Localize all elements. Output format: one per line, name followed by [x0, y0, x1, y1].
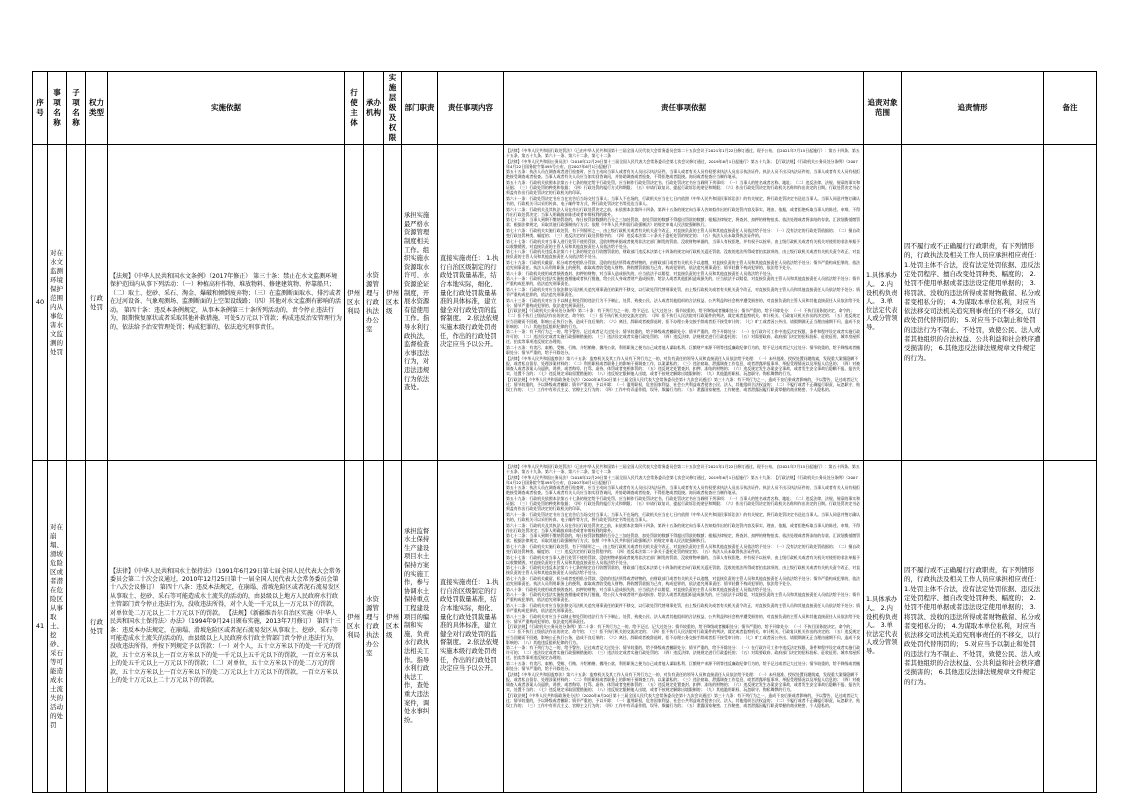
header-resp-content: 责任事项内容	[438, 72, 504, 145]
header-level: 实施层级及权限	[384, 72, 402, 145]
resp-basis-paragraph: 【行政法规】《行政机关公务员处分条例》第二十条：有下列行为之一的，给予记过、记大过处分；情节较重的，给予降级或者撤职处分；情节严重的，给予开除处分：（一）不执行国务院决定、命令的；（二）拒不执行上级依法作出的决定、命令的；（三）拒不执行机关的交流决定的；（四）拒不执行人民法院对行政案件的判决、裁定或者监察机关、审计机关、行政复议机关作出的决定的；（五）违反规定应当回避而不回避，影响公正执行公务，造成不良后果的；（六）离任、辞职或者被辞退时，拒不办理公务交接手续或者拒不接受审计的；（七）旷工或者因公外出、请假期满无正当理由逾期不归，造成不良影响的；（八）其他违反组织纪律的行为。	[506, 308, 861, 329]
resp-basis-paragraph: 【法律】《中华人民共和国监察法》第六十五条：监察机关及其工作人员有下列行为之一的，对负有责任的领导人员和直接责任人员依法给予处理：（一）未经批准、授权处置问题线索，发现重大案情隐瞒不报，或者私自留存、处理涉案材料的；（二）利用职权或者职务上的影响干预调查工作、以案谋私的；（三）违法窃取、泄露调查工作信息，或者泄露举报事项、举报受理情况以及举报人信息的；（四）对被调查人或者涉案人员逼供、诱供，或者侮辱、打骂、虐待、体罚或者变相体罚的；（五）违反规定处置查封、扣押、冻结的财物的；（六）违反规定发生办案安全事故，或者发生安全事故后隐瞒不报、报告失实、处置不当的；（七）违反规定采取留置措施的；（八）违反规定限制他人出境，或者不按规定解除出境限制的；（九）其他滥用职权、玩忽职守、徇私舞弊的行为。	[506, 355, 861, 376]
resp-basis-paragraph: 第八十二条：行政机关对应当依法移交司法机关追究刑事责任的案件不移交，以行政处罚代替刑事处罚，由上级行政机关或者有关机关责令改正，对直接负责的主管人员和其他直接责任人员依法给予处分；情节严重构成犯罪的，依法追究刑事责任。	[506, 286, 861, 298]
resp-basis-paragraph: 第八十条：行政机关使用或者损毁查封、扣押的财物，对当事人造成损失的，应当依法予以赔偿，对直接负责的主管人员和其他直接责任人员依法给予处分。	[506, 270, 775, 276]
resp-basis-paragraph: 第二十一条：有下列行为之一的，给予警告、记过或者记大过处分；情节较重的，给予降级或者撤职处分；情节严重的，给予开除处分：（一）在行政许可工作中违反法定权限、条件和程序设定或者实施行政许可的；（二）违法设定或者实施行政强制措施的；（三）违法设定或者实施行政处罚的；（四）违反法律、法规规定进行行政委托的；（五）对需要政府、政府部门决定的招标投标、征收征用、城市房屋拆迁、拍卖等事项违反规定办理的。	[506, 329, 861, 345]
resp-basis-paragraph: 第八十一条：行政机关违法实施检查措施或者执行措施，给公民人身或者财产造成损害、给法人或者其他组织造成损失的，应当依法予以赔偿，对直接负责的主管人员和其他直接责任人员依法给予处分；情节严重构成犯罪的，依法追究刑事责任。	[506, 276, 861, 287]
responsibility-table	[32, 71, 1097, 793]
resp-basis-paragraph: 【行政法规】《中华人民共和国政务处分法》（2020年6月20日第十三届全国人民代表大会常务委员会第十九次会议通过）第三十九条：有下列行为之一，造成不良后果或者影响的，予以警告、记过或者记大过；情节较重的，予以降级或者撤职；情节严重的，予以开除：（一）滥用职权，危害国家利益、社会公共利益或者侵害公民、法人、其他组织合法权益的；（二）不履行或者不正确履行职责，玩忽职守，贻误工作的；（三）工作中有形式主义、官僚主义行为的；（四）工作中有弄虚作假，误导、欺骗行为的；（五）泄露国家秘密、工作秘密，或者泄露因履行职责掌握的商业秘密、个人隐私的。	[506, 692, 861, 708]
row-org: 水资源管理与行政执法办公室	[364, 461, 384, 793]
row-resp-basis	[504, 145, 864, 461]
row-item-name: 对在崩塌、滑坡危险区或者潜在危险区从事取土、挖砂、采石等可能造成水土流失的活动的处罚	[48, 461, 67, 793]
resp-basis-list	[506, 464, 861, 708]
resp-basis-paragraph: 第八十三条：行政机关对应当予以制止和处罚的违法行为不予制止、处罚，致使公民、法人或者其他组织的合法权益、公共利益和社会秩序遭受损害的，对直接负责的主管人员和其他直接责任人员依法给予处分；情节严重构成犯罪的，依法追究刑事责任。	[506, 613, 861, 624]
resp-basis-paragraph: 第七十八条：行政机关违反本法第六十七条的规定自行收缴罚款的，财政部门违反本法第七十四条的规定向行政机关返还罚款、没收的违法所得或者拍卖款项的，由上级行政机关或者有关机关责令改正，对直接负责的主管人员和其他直接责任人员依法给予处分。	[506, 565, 861, 576]
row-power-type: 行政处罚	[86, 145, 108, 461]
resp-basis-paragraph: 第五十五条：执法人员在调查或者进行检查时，应当主动向当事人或者有关人员出示执法证件。当事人或者有关人员有权要求执法人员出示执法证件。执法人员不出示执法证件的，当事人或者有关人员有权拒绝接受调查或者检查。当事人或者有关人员应当如实回答询问，并协助调查或者检查，不得拒绝或者阻挠。询问或者检查应当制作笔录。	[506, 169, 861, 180]
row-situation: 因不履行或不正确履行行政职责，有下列情形的，行政执法及相关工作人员应承担相应责任： 1.处罚主体不合法，没有法定处罚依据、违反法定处罚程序、擅自改变处罚种类、幅度的； 2.处罚不使用单据或者违法设定使用单据的； 3.将罚款、没收的违法所得或者财物截留、私分或者变相私分的； 4.为谋取本单位私利，对应当依法移交司法机关追究刑事责任的不移交，以行政处罚代替刑罚的； 5.对应当予以制止和处罚的违法行为不制止、不处罚，致使公民、法人或者其他组织的合法权益、公共利益和社会秩序遭受损害的； 6.其他违反法律法规规章文件规定的行为。	[902, 145, 1044, 461]
row-org: 水资源管理与行政执法办公室	[364, 145, 384, 461]
row-sub-item	[67, 145, 86, 461]
resp-basis-paragraph: 第七十九条：行政机关截留、私分或者变相私分罚款、没收的违法所得或者财物的，由财政部门或者有关机关予以追缴，对直接负责的主管人员和其他直接责任人员依法给予处分；情节严重构成犯罪的，依法追究刑事责任。执法人员利用职务上的便利，索取或者收受他人财物、将收缴罚款据为己有，构成犯罪的，依法追究刑事责任；情节轻微不构成犯罪的，依法给予处分。	[506, 259, 861, 271]
resp-basis-paragraph: 第六十一条：行政处罚决定书应当在宣告后当场交付当事人；当事人不在场的，行政机关应当在七日内依照《中华人民共和国民事诉讼法》的有关规定，将行政处罚决定书送达当事人。当事人同意并签订确认书的，行政机关可以采用传真、电子邮件等方式，将行政处罚决定书等送达当事人。	[506, 195, 861, 206]
header-power-type: 权力类型	[86, 72, 108, 145]
resp-basis-paragraph: 第八十条：行政机关使用或者损毁查封、扣押的财物，对当事人造成损失的，应当依法予以赔偿，对直接负责的主管人员和其他直接责任人员依法给予处分。	[506, 586, 775, 592]
header-resp-basis: 责任事项依据	[504, 72, 864, 145]
resp-basis-paragraph: 第七十六条：行政机关实施行政处罚，有下列情形之一，由上级行政机关或者有关机关责令改正，对直接负责的主管人员和其他直接责任人员依法给予处分：（一）没有法定的行政处罚依据的；（二）擅自改变行政处罚种类、幅度的；（三）违反法定的行政处罚程序的；（四）违反本法第二十条关于委托处罚的规定的；（五）执法人员未取得执法证件的。	[506, 227, 861, 238]
header-sub-item: 子项名称	[67, 72, 86, 145]
row-level: 伊州区本级	[384, 145, 402, 461]
resp-basis-paragraph: 第六十二条：行政机关及其执法人员在作出行政处罚决定之前，未依照本法第四十四条、第四十五条的规定向当事人告知拟作出的行政处罚内容及事实、理由、依据，或者拒绝听取当事人的陈述、申辩，不得作出行政处罚决定；当事人明确放弃陈述或者申辩权利的除外。	[506, 522, 861, 533]
resp-basis-paragraph: 【法律】《中华人民共和国行政处罚法》（已由中华人民共和国第十三届全国人民代表大会常务委员会第二十五次会议于2021年1月22日修订通过，现予公布，自2021年7月15日起施行）：第五十四条、第五十五条、第五十九条、第六十一条、第六十二条、第七十二条	[506, 464, 860, 475]
resp-basis-paragraph: 第五十九条：行政机关依照本法第五十七条的规定给予行政处罚，应当制作行政处罚决定书。行政处罚决定书应当载明下列事项：（一）当事人的姓名或者名称、地址；（二）违反法律、法规、规章的事实和证据；（三）行政处罚的种类和依据；（四）行政处罚的履行方式和期限；（五）申请行政复议、提起行政诉讼的途径和期限；（六）作出行政处罚决定的行政机关名称和作出决定的日期。行政处罚决定书必须盖有作出行政处罚决定的行政机关的印章。	[506, 496, 861, 512]
row-scope: 1.具体承办人。 2.内设机构负责人。 3.单位法定代表人或分管领导。	[864, 145, 902, 461]
header-org: 承办机构	[364, 72, 384, 145]
row-subject: 伊州区水利局	[345, 145, 364, 461]
resp-basis-paragraph: 第七十二条：当事人到期不缴纳罚款的，每日按罚款数额的百分之三加处罚款，加处罚款的数额不得超出罚款的数额；根据法律规定，将查封、扣押的财物拍卖、依法处理或者将冻结的存款、汇款划拨抵缴罚款；根据法律规定，采取其他行政强制执行方式；依照《中华人民共和国行政强制法》的规定申请人民法院强制执行。	[506, 533, 861, 544]
header-basis: 实施依据	[108, 72, 345, 145]
header-item-name: 事项名称	[48, 72, 67, 145]
header-situation: 追责情形	[902, 72, 1044, 145]
resp-basis-paragraph: 第二十五条：有贪污、索贿、受贿、行贿、介绍贿赂、挪用公款、利用职务之便为自己或者他人谋取私利、巨额财产来源不明等违反廉政纪律行为的，给予记过或者记大过处分；情节较重的，给予降级或者撤职处分；情节严重的，给予开除处分。	[506, 344, 861, 356]
table-row	[33, 145, 1097, 461]
row-basis: 【法律】《中华人民共和国水土保持法》（1991年6月29日第七届全国人民代表大会常务委员会第二十次会议通过，2010年12月25日第十一届全国人民代表大会常务委员会第十八次会议修订） 第四十八条：违反本法规定，在崩塌、滑坡危险区或者泥石流易发区从事取土、挖砂、采石等可能造成水土流失的活动的，由县级以上地方人民政府水行政主管部门责令停止违法行为，没收违法所得，对个人处一千元以上一万元以下的罚款，对单位处二万元以上二十万元以下的罚款。 【法规】《新疆维吾尔自治区实施〈中华人民共和国水土保持法〉办法》（1994年9月24日颁布实施，2013年7月修订） 第四十三条：违反本办法规定，在崩塌、滑坡危险区或者泥石流易发区从事取土、挖砂、采石等可能造成水土流失的活动的，由县级以上人民政府水行政主管部门责令停止违法行为，没收违法所得，并按下列规定予以罚款：（一）对个人，五十立方米以下的处一千元的罚款，五十立方米以上一百立方米以下的处一千元以上五千元以下的罚款，一百立方米以上的处五千元以上一万元以下的罚款；（二）对单位，五十立方米以下的处二万元的罚款，五十立方米以上一百立方米以下的处二万元以上十万元以下的罚款，一百立方米以上的处十万元以上二十万元以下的罚款。	[108, 461, 345, 793]
row-basis: 【法规】《中华人民共和国水文条例》（2017年修正） 第三十条：禁止在水文监测环境保护范围内从事下列活动：（一）种植高秆作物、堆放物料、修建建筑物、停靠船只；（二）取土、挖砂、采石、淘金、爆破和倾倒废弃物；（三）在监测断面取水、排污或者在过河设备、气象观测场、监测断面的上空架设线路；（四）其他对水文监测有影响的活动。 第四十条：违反本条例规定，从事本条例第三十条所列活动的，责令停止违法行为，限期恢复原状或者采取其他补救措施，可处5万元以下罚款；构成违反治安管理行为的，依法给予治安管理处罚；构成犯罪的，依法追究刑事责任。	[108, 145, 345, 461]
resp-basis-paragraph: 第二十一条：有下列行为之一的，给予警告、记过或者记大过处分；情节较重的，给予降级或者撤职处分；情节严重的，给予开除处分：（一）在行政许可工作中违反法定权限、条件和程序设定或者实施行政许可的；（二）违法设定或者实施行政强制措施的；（三）违法设定或者实施行政处罚的；（四）违反法律、法规规定进行行政委托的；（五）对需要政府、政府部门决定的招标投标、征收征用、城市房屋拆迁、拍卖等事项违反规定办理的。	[506, 645, 861, 661]
row-item-name: 对在水文监测环境保护范围内从事危害水文监测的处罚	[48, 145, 67, 461]
resp-basis-paragraph: 第五十九条：行政机关依照本法第五十七条的规定给予行政处罚，应当制作行政处罚决定书。行政处罚决定书应当载明下列事项：（一）当事人的姓名或者名称、地址；（二）违反法律、法规、规章的事实和证据；（三）行政处罚的种类和依据；（四）行政处罚的履行方式和期限；（五）申请行政复议、提起行政诉讼的途径和期限；（六）作出行政处罚决定的行政机关名称和作出决定的日期。行政处罚决定书必须盖有作出行政处罚决定的行政机关的印章。	[506, 180, 861, 196]
resp-basis-paragraph: 第八十三条：行政机关对应当予以制止和处罚的违法行为不予制止、处罚，致使公民、法人或者其他组织的合法权益、公共利益和社会秩序遭受损害的，对直接负责的主管人员和其他直接责任人员依法给予处分；情节严重构成犯罪的，依法追究刑事责任。	[506, 297, 861, 308]
resp-basis-paragraph: 【法律】《中华人民共和国监察法》第六十五条：监察机关及其工作人员有下列行为之一的，对负有责任的领导人员和直接责任人员依法给予处理：（一）未经批准、授权处置问题线索，发现重大案情隐瞒不报，或者私自留存、处理涉案材料的；（二）利用职权或者职务上的影响干预调查工作、以案谋私的；（三）违法窃取、泄露调查工作信息，或者泄露举报事项、举报受理情况以及举报人信息的；（四）对被调查人或者涉案人员逼供、诱供，或者侮辱、打骂、虐待、体罚或者变相体罚的；（五）违反规定处置查封、扣押、冻结的财物的；（六）违反规定发生办案安全事故，或者发生安全事故后隐瞒不报、报告失实、处置不当的；（七）违反规定采取留置措施的；（八）违反规定限制他人出境，或者不按规定解除出境限制的；（九）其他滥用职权、玩忽职守、徇私舞弊的行为。	[506, 671, 861, 692]
table-row	[33, 461, 1097, 793]
resp-basis-paragraph: 第七十七条：行政机关对当事人进行处罚不使用罚款、没收财物单据或者使用非法定部门制发的罚款、没收财物单据的，当事人有权拒绝，并有权予以检举，由上级行政机关或者有关机关对使用的非法单据予以收缴销毁，对直接负责的主管人员和其他直接责任人员依法给予处分。	[506, 554, 861, 565]
resp-basis-paragraph: 第七十八条：行政机关违反本法第六十七条的规定自行收缴罚款的，财政部门违反本法第七十四条的规定向行政机关返还罚款、没收的违法所得或者拍卖款项的，由上级行政机关或者有关机关责令改正，对直接负责的主管人员和其他直接责任人员依法给予处分。	[506, 249, 861, 260]
resp-basis-paragraph: 第八十一条：行政机关违法实施检查措施或者执行措施，给公民人身或者财产造成损害、给法人或者其他组织造成损失的，应当依法予以赔偿，对直接负责的主管人员和其他直接责任人员依法给予处分；情节严重构成犯罪的，依法追究刑事责任。	[506, 592, 861, 603]
row-remark	[1044, 461, 1097, 793]
resp-basis-paragraph: 第六十二条：行政机关及其执法人员在作出行政处罚决定之前，未依照本法第四十四条、第四十五条的规定向当事人告知拟作出的行政处罚内容及事实、理由、依据，或者拒绝听取当事人的陈述、申辩，不得作出行政处罚决定；当事人明确放弃陈述或者申辩权利的除外。	[506, 206, 861, 217]
resp-basis-paragraph: 第七十二条：当事人到期不缴纳罚款的，每日按罚款数额的百分之三加处罚款，加处罚款的数额不得超出罚款的数额；根据法律规定，将查封、扣押的财物拍卖、依法处理或者将冻结的存款、汇款划拨抵缴罚款；根据法律规定，采取其他行政强制执行方式；依照《中华人民共和国行政强制法》的规定申请人民法院强制执行。	[506, 217, 861, 228]
row-level: 伊州区本级	[384, 461, 402, 793]
row-power-type: 行政处罚	[86, 461, 108, 793]
header-seq: 序号	[33, 72, 48, 145]
header-row	[33, 72, 1097, 145]
row-duty: 承担监督水土保持生产建设项目水土保持方案的实施工作，参与协调水土保持重点工程建设项目的编制和实施，负责水行政执法相关工作。指导水利行政执法工作，查处重大违法案件，调处水事纠纷。	[402, 461, 438, 793]
row-scope: 1.具体承办人。 2.内设机构负责人。 3.单位法定代表人或分管领导。	[864, 461, 902, 793]
header-subject: 行使主体	[345, 72, 364, 145]
row-seq: 41	[33, 461, 48, 793]
row-seq: 40	[33, 145, 48, 461]
resp-basis-paragraph: 【法律】《中华人民共和国公务员法》（2018年12月29日第十三届全国人民代表大会常务委员会第七次会议修订通过，2019年6月1日起施行）第五十九条；【行政法规】《行政机关公务员处分条例》（2007年4月22日国务院令第495号公布，自2007年6月1日起施行）	[506, 158, 858, 169]
resp-basis-paragraph: 第二十五条：有贪污、索贿、受贿、行贿、介绍贿赂、挪用公款、利用职务之便为自己或者他人谋取私利、巨额财产来源不明等违反廉政纪律行为的，给予记过或者记大过处分；情节较重的，给予降级或者撤职处分；情节严重的，给予开除处分。	[506, 660, 861, 672]
header-scope: 追责对象范围	[864, 72, 902, 145]
resp-basis-paragraph: 第八十二条：行政机关对应当依法移交司法机关追究刑事责任的案件不移交，以行政处罚代替刑事处罚，由上级行政机关或者有关机关责令改正，对直接负责的主管人员和其他直接责任人员依法给予处分；情节严重构成犯罪的，依法追究刑事责任。	[506, 602, 861, 614]
header-remark: 备注	[1044, 72, 1097, 145]
resp-basis-paragraph: 第七十六条：行政机关实施行政处罚，有下列情形之一，由上级行政机关或者有关机关责令改正，对直接负责的主管人员和其他直接责任人员依法给予处分：（一）没有法定的行政处罚依据的；（二）擅自改变行政处罚种类、幅度的；（三）违反法定的行政处罚程序的；（四）违反本法第二十条关于委托处罚的规定的；（五）执法人员未取得执法证件的。	[506, 543, 861, 554]
row-subject: 伊州区水利局	[345, 461, 364, 793]
resp-basis-paragraph: 第六十一条：行政处罚决定书应当在宣告后当场交付当事人；当事人不在场的，行政机关应当在七日内依照《中华人民共和国民事诉讼法》的有关规定，将行政处罚决定书送达当事人。当事人同意并签订确认书的，行政机关可以采用传真、电子邮件等方式，将行政处罚决定书等送达当事人。	[506, 511, 861, 522]
resp-basis-paragraph: 【法律】《中华人民共和国公务员法》（2018年12月29日第十三届全国人民代表大会常务委员会第七次会议修订通过，2019年6月1日起施行）第五十九条；【行政法规】《行政机关公务员处分条例》（2007年4月22日国务院令第495号公布，自2007年6月1日起施行）	[506, 474, 858, 485]
row-sub-item	[67, 461, 86, 793]
resp-basis-paragraph: 第五十五条：执法人员在调查或者进行检查时，应当主动向当事人或者有关人员出示执法证件。当事人或者有关人员有权要求执法人员出示执法证件。执法人员不出示执法证件的，当事人或者有关人员有权拒绝接受调查或者检查。当事人或者有关人员应当如实回答询问，并协助调查或者检查，不得拒绝或者阻挠。询问或者检查应当制作笔录。	[506, 485, 861, 496]
resp-basis-paragraph: 【行政法规】《中华人民共和国政务处分法》（2020年6月20日第十三届全国人民代表大会常务委员会第十九次会议通过）第三十九条：有下列行为之一，造成不良后果或者影响的，予以警告、记过或者记大过；情节较重的，予以降级或者撤职；情节严重的，予以开除：（一）滥用职权，危害国家利益、社会公共利益或者侵害公民、法人、其他组织合法权益的；（二）不履行或者不正确履行职责，玩忽职守，贻误工作的；（三）工作中有形式主义、官僚主义行为的；（四）工作中有弄虚作假，误导、欺骗行为的；（五）泄露国家秘密、工作秘密，或者泄露因履行职责掌握的商业秘密、个人隐私的。	[506, 376, 861, 392]
row-remark	[1044, 145, 1097, 461]
row-resp-basis	[504, 461, 864, 793]
resp-basis-paragraph: 第七十九条：行政机关截留、私分或者变相私分罚款、没收的违法所得或者财物的，由财政部门或者有关机关予以追缴，对直接负责的主管人员和其他直接责任人员依法给予处分；情节严重构成犯罪的，依法追究刑事责任。执法人员利用职务上的便利，索取或者收受他人财物、将收缴罚款据为己有，构成犯罪的，依法追究刑事责任；情节轻微不构成犯罪的，依法给予处分。	[506, 575, 861, 587]
header-duty: 部门职责	[402, 72, 438, 145]
row-resp-steps: 直接实施责任： 1.执行自治区级制定的行政处罚裁量基准，结合本地实际，细化、量化行政处罚裁量基准的具体标准，建立健全对行政处罚的监督制度。 2.依法依规实施本级行政处罚责任，作出的行政处罚决定应当予以公开。	[438, 145, 504, 461]
resp-basis-list	[506, 148, 861, 392]
row-situation: 因不履行或不正确履行行政职责，有下列情形的，行政执法及相关工作人员应承担相应责任： 1.处罚主体不合法，没有法定处罚依据、违反法定处罚程序、擅自改变处罚种类、幅度的； 2.处罚不使用单据或者违法设定使用单据的； 3.将罚款、没收的违法所得或者财物截留、私分或者变相私分的； 4.为谋取本单位私利，对应当依法移交司法机关追究刑事责任的不移交，以行政处罚代替刑罚的； 5.对应当予以制止和处罚的违法行为不制止、不处罚，致使公民、法人或者其他组织的合法权益、公共利益和社会秩序遭受损害的； 6.其他违反法律法规规章文件规定的行为。	[902, 461, 1044, 793]
row-resp-steps: 直接实施责任： 1.执行自治区级制定的行政处罚裁量基准，结合本地实际，细化、量化行政处罚裁量基准的具体标准，建立健全对行政处罚的监督制度。 2.依法依规实施本级行政处罚责任，作出的行政处罚决定应当予以公开。	[438, 461, 504, 793]
row-duty: 承担实施最严格水资源管理制度相关工作。组织实施水资源取水许可、水资源论证制度，开展水资源有偿使用工作。指导水利行政执法，监督检查水事违法行为，对违法违规行为依法查处。	[402, 145, 438, 461]
resp-basis-paragraph: 【行政法规】《行政机关公务员处分条例》第二十条：有下列行为之一的，给予记过、记大过处分；情节较重的，给予降级或者撤职处分；情节严重的，给予开除处分：（一）不执行国务院决定、命令的；（二）拒不执行上级依法作出的决定、命令的；（三）拒不执行机关的交流决定的；（四）拒不执行人民法院对行政案件的判决、裁定或者监察机关、审计机关、行政复议机关作出的决定的；（五）违反规定应当回避而不回避，影响公正执行公务，造成不良后果的；（六）离任、辞职或者被辞退时，拒不办理公务交接手续或者拒不接受审计的；（七）旷工或者因公外出、请假期满无正当理由逾期不归，造成不良影响的；（八）其他违反组织纪律的行为。	[506, 624, 861, 645]
resp-basis-paragraph: 【法律】《中华人民共和国行政处罚法》（已由中华人民共和国第十三届全国人民代表大会常务委员会第二十五次会议于2021年1月22日修订通过，现予公布，自2021年7月15日起施行）：第五十四条、第五十五条、第五十九条、第六十一条、第六十二条、第七十二条	[506, 148, 860, 159]
resp-basis-paragraph: 第七十七条：行政机关对当事人进行处罚不使用罚款、没收财物单据或者使用非法定部门制发的罚款、没收财物单据的，当事人有权拒绝，并有权予以检举，由上级行政机关或者有关机关对使用的非法单据予以收缴销毁，对直接负责的主管人员和其他直接责任人员依法给予处分。	[506, 238, 861, 249]
